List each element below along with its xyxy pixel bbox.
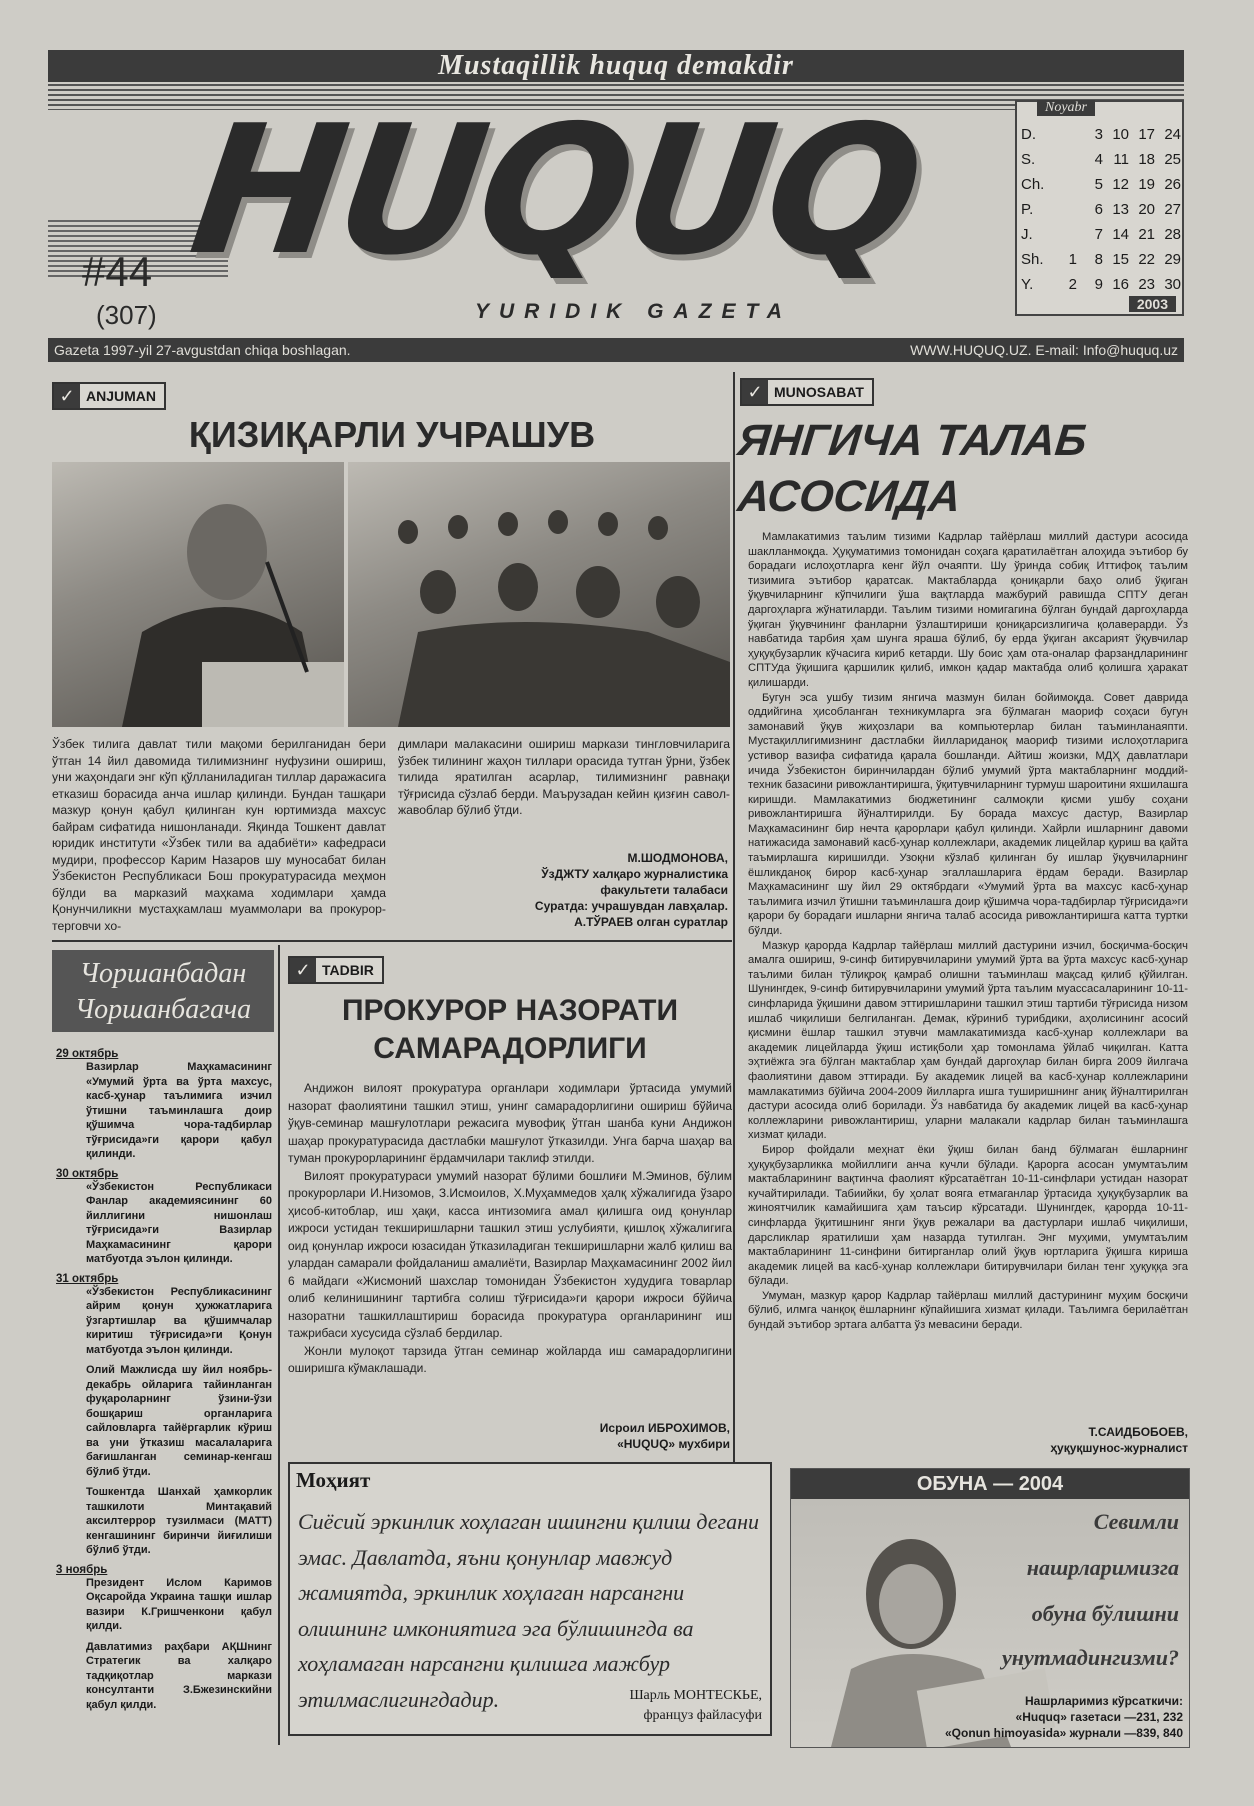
article3-body [288,1080,732,1378]
sign-line: «HUQUQ» мухбири [617,1437,730,1451]
calendar-day: 15 [1112,251,1129,268]
chronicle-date: 30 октябрь [56,1167,119,1180]
author-name: Шарль МОНТЕСКЬЕ, [629,1688,762,1703]
info-bar [48,338,1184,362]
quote-text: Сиёсий эркинлик хоҳлаган ишингни қилиш дегани эмас. Давлатда, яъни қонунлар мавжуд жамиятда, эркинлик хоҳлаган нарсангни олишнинг имкониятига эга бўлишингда ва хоҳламаган нарсангни қилишга мажбур этилмаслигингдадир. [298,1509,760,1712]
calendar-day: 12 [1112,176,1129,193]
paragraph: Жонли мулоқот тарзида ўтган семинар жойларда иш самарадорлигини оширишга кўмаклашади. [288,1343,732,1375]
ad-footer [945,1693,1183,1741]
section-tag-label: ANJUMAN [86,388,156,404]
speaker-photo [52,462,344,727]
column-divider [733,372,735,1472]
paragraph: Мазкур қарорда Кадрлар тайёрлаш миллий дастурини изчил, босқичма-босқич амалга ошириш, 9-синф битирувчиларини умумий ўрта ва ўрта махсус касб-ҳунар таълими билан тўлиқроқ қамраб олишни таъминлаш мақсад қилиб қўйилган. Шунингдек, 9-синф битирувчиларини умумий ўрта таълим муассасаларининг 10-11-синфларида ўқишини давом эттиришларини ташкил этиш тартиби тўғрисида низом ишлаб чиқилиши белгиланган. Демак, кўриниб турибдики, аҳолисининг асосий қисмини ёшлар ташкил этувчи мамлакатимизда касб-ҳунар коллежлари ва академик лицейларда ўқиш истиқболи ҳар томонлама ўйлаб чиқилган. Катта эҳтиёжга эга бўлган мактаблар ҳам бундай даргоҳлар билан бирга 2009 йилгача фаолиятини давом эттиради. Бу академик лицей ва касб-ҳунар коллежларини мамлакатимиз бўйича 2004-2009 йилларга ишга туширишнинг аниқ йўналтирилган дастури асосида олиб борилади. Ўз навбатида бу академик лицей ва касб-ҳунар коллежларини ривожлантириш, уларни малакали кадрлар билан таъминлашга хизмат қилади. [748,939,1188,1142]
list-item [56,1363,272,1479]
list-item [56,1564,272,1634]
newspaper-logo: HUQUQ [180,87,931,294]
calendar-month: Noyabr [1037,100,1095,116]
calendar-weekday: Y. [1021,276,1034,293]
chronicle-date: 31 октябрь [56,1272,119,1285]
calendar [1015,100,1184,316]
checkmark-icon: ✓ [54,384,80,408]
column-divider [278,945,280,1745]
section-tag-tadbir [288,956,384,984]
paragraph: Бугун эса ушбу тизим янгича мазмун билан бойимоқда. Совет даврида оддийгина ҳисобланган техникумларга эга бўлмаган маориф соҳаси бугун замонавий ўқув жиҳозлари ва компьютерлар билан таъминланаяпти. Мустақиллигимизнинг дастлабки йиллариданоқ маориф тизими ислоҳотларига устивор вазифа сифатида қарала бошланди. Айтиш жоизки, МДҲ давлатлари ичида Ўзбекистон биринчилардан бўлиб умумий ўрта мактабларнинг моддий-техник базасини ривожлантиришга, ўқитувчиларнинг турмуш шароитини яхшилашга киришди. Мамлакатимиз бюджетининг салмоқли қисми ушбу соҳани ривожлантиришга йўналтирилди. Бу борада махсус дастур, Вазирлар Маҳкамасининг бир нечта қарорлари қабул қилинди. Хайрли ишларнинг давоми натижасида замонавий касб-ҳунар коллежлари, академик лицейлар қуриш ва қайта таъмирлашга киришилди. Узоқни кўзлаб қилинган бу ишлар ўқувчиларнинг ёшликданоқ бирор касб-ҳунар эгаллашларига ёрдам беради. Вазирлар Маҳкамасининг шу йил 29 октябрдаги «Умумий ўрта ва махсус касб-ҳунар таълимига изчил ўтишни таъминлашга доир қўшимча чора-тадбирлар тўғрисида»ги қарори бу борадаги ишларни янгича талаб асосида ривожлантиришга катта туртки бўлди. [748,691,1188,938]
paragraph: Умуман, мазкур қарор Кадрлар тайёрлаш миллий дастурининг муҳим босқичи бўлиб, илмга чанқоқ ёшларнинг кўпайишига хизмат қилади. Таълимга берилаётган бундай эътибор эртага албатта ўз мевасини беради. [748,1289,1188,1332]
calendar-day: 2 [1068,276,1077,293]
calendar-row [1021,222,1181,247]
quote-author [629,1686,762,1726]
sign-line: ҳуқуқшунос-журналист [1050,1441,1188,1455]
calendar-day: 21 [1138,226,1155,243]
founded-note: Gazeta 1997-yil 27-avgustdan chiqa boshlagan. [54,342,351,358]
chronicle-text: Тошкентда Шанхай ҳамкорлик ташкилоти Минтақавий аксилтеррор тузилмаси (МАТТ) кенгашининг биринчи йиғилиши бўлиб ўтди. [86,1486,272,1556]
issue-number: #44 [82,248,153,295]
checkmark-icon: ✓ [290,958,316,982]
calendar-row [1021,247,1181,272]
calendar-day: 5 [1094,176,1103,193]
issue-total: (307) [96,300,157,330]
motto-banner [48,50,1184,82]
calendar-weekday: J. [1021,226,1033,243]
chronicle-header [52,950,274,1032]
calendar-day: 27 [1164,201,1181,218]
calendar-day: 11 [1113,151,1129,168]
paragraph: Андижон вилоят прокуратура органлари ходимлари ўртасида умумий назорат фаолиятини ташкил этиш, унинг самарадорлигини ошириш бўйича ўқув-семинар машғулотлари режасига мувофиқ ўтган шанба куни Андижон шаҳар прокуратурасида дастлабки машғулот ўтказилди. Унга барча шаҳар ва туман прокурорларининг ёрдамчилари таклиф этилди. [288,1081,732,1165]
article2-signature [900,1424,1188,1456]
article2-body [748,530,1188,1333]
speaker-illustration [52,462,344,727]
calendar-day: 8 [1094,251,1103,268]
sign-line: М.ШОДМОНОВА, [627,851,728,865]
section-tag-label: TADBIR [322,962,374,978]
sign-line: А.ТЎРАЕВ олган суратлар [574,915,728,929]
calendar-weekday: P. [1021,201,1034,218]
motto: Mustaqillik huquq demakdir [438,50,794,81]
calendar-day: 9 [1094,276,1103,293]
ad-script-line: обуна бўлишни [1031,1601,1179,1626]
calendar-row [1021,122,1181,147]
article1-column1: Ўзбек тилига давлат тили мақоми берилганидан бери ўтган 14 йил давомида тилимизнинг нуфузини ошириш, уни жаҳондаги энг кўп қўлланиладиган тиллар даражасига етказиш борасида анча ишлар қилинди. Бундан ташқари мазкур қонун қабул қилинган кун юртимизда махсус байрам сифатида нишонланади. Яқинда Тошкент давлат юридик институти «Ўзбек тили ва адабиёти» кафедраси мудири, профессор Карим Назаров шу муносабат билан Ўзбекистон Республикаси Бош прокуратурасида меҳмон бўлди ва марказий маҳкама ходимлари ҳамда Қонунчиликни мустаҳкамлаш муаммолари ва прокурор-терговчи хо- [52,737,386,933]
section-tag-anjuman [52,382,166,410]
ad-footer-line: «Qonun himoyasida» журнали —839, 840 [944,1726,1183,1740]
paragraph: Бирор фойдали меҳнат ёки ўқиш билан банд бўлмаган ёшларнинг ҳуқуқбузарликка мойиллиги анча кучли бўлади. Қарорга асосан умумтаълим мактабларининг вақтинча фаолият кўрсатаётган 10-11-синфлари устидан назорат кучайтирилади. Табиийки, бу ҳолат вояга етмаганлар ўртасида ҳуқуқбузарлик ва жиноятчилик камайишига ҳам таъсир кўрсатади. Шунингдек, қарорда 10-11-синфларда ўқитишнинг янги ўқув режалари ва дастурлари ишлаб чиқилиши, дарсликлар яратилиши ҳам назарда тутилган. Энг муҳими, умумтаълим мактабларининг 11-синфини битирганлар олий ўқув юртларига ўқишга кириша академик лицей ва касб-ҳунар коллежлари битирувчилари билан тенг ҳуқуққа эга бўлади. [748,1143,1188,1288]
ad-footer-line: Нашрларимиз кўрсаткичи: [1024,1694,1183,1708]
calendar-day: 6 [1094,201,1103,218]
calendar-day: 13 [1112,201,1129,218]
calendar-row [1021,197,1181,222]
list-item [56,1485,272,1558]
calendar-day: 14 [1112,226,1129,243]
chronicle-text: «Ўзбекистон Республикаси Фанлар академиясининг 60 йиллигини нишонлаш тўғрисида»ги Вазирлар Маҳкамасининг қарори матбуотда эълон қилинди. [86,1180,272,1265]
section-tag-label: MUNOSABAT [774,384,864,400]
subscription-ad [790,1468,1190,1748]
article1-title: ҚИЗИҚАРЛИ УЧРАШУВ [188,414,596,455]
ad-script-line: нашрларимизга [1026,1555,1179,1580]
calendar-day: 22 [1138,251,1155,268]
chronicle-list [56,1048,272,1712]
calendar-row [1021,272,1181,297]
paragraph: Мамлакатимиз таълим тизими Кадрлар тайёрлаш миллий дастури асосида шаклланмоқда. Ҳуқуматимиз томонидан соҳага қаратилаётган алоҳида эътибор бу борадаги ислоҳотларга кенг йўл очаяпти. Шу ўринда собиқ Иттифоқ таълим тизимига эътибор қаратсак. Мактабларда қониқарли баҳо олиб ўқиган ўқувчиларнинг кўпчилиги ўша вақтларда мажбурий равишда СПТУ деган даргоҳларга жўнатиларди. Таълим тизими номигагина бўлган бундай даргоҳларда ўқиган ўқувчининг фанларни ўзлаштириши қониқарсизлигича қолаверарди. Ўз навбатида тарбия ҳам шунга яраша бўлиб, бу ерда ўқиган аксарият ўқувчилар ҳуқуқбузарлик кўчасига кириб кетарди. Шу боис ҳам ота-оналар фарзандларининг СПТУда ўқишига қаршилик қилиб, имкон қадар мактабда олиб қолишга ҳаракат қилишарди. [748,531,1188,689]
divider [52,940,732,942]
article3-title-line1: ПРОКУРОР НАЗОРАТИ [341,994,679,1027]
chronicle-date: 3 ноябрь [56,1563,108,1576]
ad-script-line: унутмадингизми? [1002,1645,1179,1670]
article1-signature [398,850,728,930]
chronicle-text: Давлатимиз раҳбари АҚШнинг Стратегик ва халқаро тадқиқотлар маркази консултанти З.Бжезинскийни қабул қилди. [86,1640,272,1711]
calendar-day: 4 [1094,151,1103,168]
calendar-day: 7 [1094,226,1103,243]
sign-line: Суратда: учрашувдан лавҳалар. [534,899,728,913]
quote-title: Моҳият [296,1468,371,1492]
calendar-day: 24 [1164,126,1181,143]
chronicle-title: Чоршанбадан [79,958,247,989]
chronicle-text: Вазирлар Маҳкамасининг «Умумий ўрта ва ўрта махсус, касб-ҳунар таълимига изчил ўтишни таъминлашга доир қўшимча чора-тадбирлар тўғрисида»ги қарори қабул қилинди. [86,1061,272,1160]
calendar-day: 20 [1138,201,1155,218]
ad-title: ОБУНА — 2004 [791,1469,1189,1499]
calendar-day: 23 [1138,276,1155,293]
article3-signature [480,1420,730,1452]
calendar-day: 10 [1112,126,1129,143]
chronicle-text: «Ўзбекистон Республикасининг айрим қонун ҳужжатларига ўзгартишлар ва қўшимчалар киритиш тўғрисида»ги Қонун матбуотда эълон қилинди. [86,1285,272,1356]
list-item [56,1168,272,1267]
sign-line: Исроил ИБРОХИМОВ, [599,1421,730,1435]
section-tag-munosabat [740,378,874,406]
author-role: француз файласуфи [643,1708,762,1723]
calendar-day: 30 [1164,276,1181,293]
checkmark-icon: ✓ [742,380,768,404]
calendar-day: 25 [1164,151,1181,168]
article2-title-line1: ЯНГИЧА ТАЛАБ [735,416,1089,465]
list-item [56,1640,272,1713]
calendar-day: 17 [1138,126,1155,143]
calendar-weekday: Sh. [1021,251,1044,268]
calendar-day: 28 [1164,226,1181,243]
ad-footer-line: «Huquq» газетаси —231, 232 [1015,1710,1183,1724]
calendar-row [1021,172,1181,197]
calendar-year: 2003 [1129,296,1176,312]
calendar-day: 16 [1112,276,1129,293]
sign-line: Т.САИДБОБОЕВ, [1088,1425,1188,1439]
list-item [56,1048,272,1162]
article2-title-line2: АСОСИДА [735,472,964,521]
quote-box [288,1462,772,1736]
paragraph: Вилоят прокуратураси умумий назорат бўлими бошлиғи М.Эминов, бўлим прокурорлари И.Низомов, З.Исмоилов, Х.Муҳаммедов ҳалқ хўжалигида ўзаро ҳисоб-китоблар, иш ҳақи, касса интизомига амал қилишга оид қонунлар ижроси устидан текширишларни ташкил этиш услубияти, қишлоқ хўжалигига оид қонунлар ижроси юзасидан ўтказиладиган текширишларни жалб қилиш ва улардан самарали фойдаланиш амалиёти, Вазирлар Маҳкамасининг 2002 йил 6 майдаги «Жисмоний шахслар томонидан Ўзбекистон худудига товарлар олиб келинишининг тартибга солиш тўғрисида»ги қарори ижроси бўйича назоратни ташкиллаштириш борасида прокуратура органларининг иш тажрибаси хусусида сўзлаб бердилар. [288,1168,732,1340]
chronicle-text: Олий Мажлисда шу йил ноябрь-декабрь ойларига тайинланган фуқароларнинг ўзини-ўзи бошқариш органларига сайловларга тайёргарлик кўриш ва уни ўтказиш масалаларига бағишланган семинар-кенгаш бўлиб ўтди. [86,1364,272,1478]
audience-illustration [348,462,730,727]
article3-title-line2: САМАРАДОРЛИГИ [373,1032,647,1065]
newspaper-subtitle: YURIDIK GAZETA [475,300,792,323]
contacts: WWW.HUQUQ.UZ. E-mail: Info@huquq.uz [910,342,1178,358]
chronicle-date: 29 октябрь [56,1048,119,1060]
calendar-grid [1021,122,1181,297]
calendar-day: 29 [1164,251,1181,268]
calendar-weekday: Ch. [1021,176,1045,193]
sign-line: ЎзДЖТУ халқаро журналистика [541,867,728,881]
calendar-row [1021,147,1181,172]
ad-script-line: Севимли [1093,1509,1179,1534]
chronicle-text: Президент Ислом Каримов Оқсаройда Украина ташқи ишлар вазири К.Гришченкони қабул қилди. [86,1576,272,1632]
article1-column2: димлари малакасини ошириш маркази тингловчиларига ўзбек тилининг жаҳон тиллари орасида тутган ўрни, ўзбек тилида яратилган асарлар, тилимизнинг равнақи тўғрисида сўзлаб берди. Маърузадан кейин қизғин савол-жавоблар бўлиб ўтди. [398,737,730,817]
calendar-day: 3 [1094,126,1103,143]
list-item [56,1273,272,1358]
calendar-day: 1 [1068,251,1077,268]
calendar-weekday: S. [1021,151,1036,168]
chronicle-title: Чоршанбагача [74,994,252,1025]
calendar-day: 18 [1138,151,1155,168]
audience-photo [348,462,730,727]
calendar-day: 19 [1138,176,1155,193]
sign-line: факультети талабаси [600,883,728,897]
calendar-day: 26 [1164,176,1181,193]
calendar-weekday: D. [1021,126,1036,143]
